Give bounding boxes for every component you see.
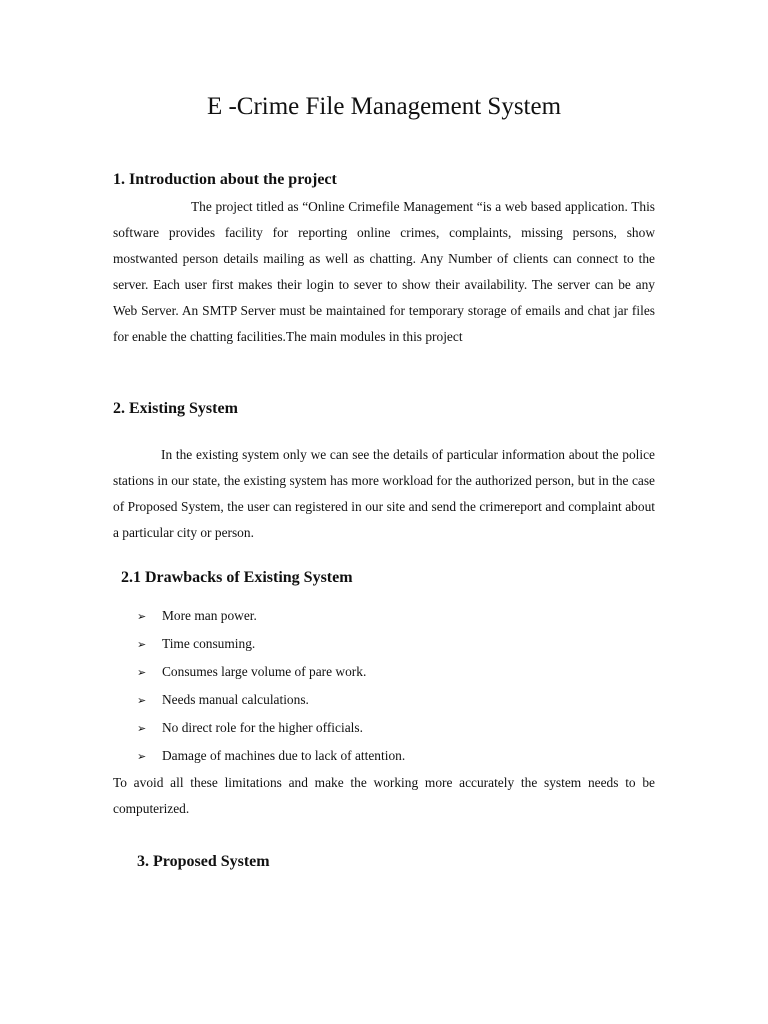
document-title: E -Crime File Management System <box>206 93 562 120</box>
introduction-text: The project titled as “Online Crimefile Management “is a web based application. This software provides facility for reporting online crimes, complaints, missing persons, show mostwanted person details mailing as well as chatting. Any Number of clients can connect to the server. Each user first makes their login to sever to show their availability. The server can be any Web Server. An SMTP Server must be maintained for temporary storage of emails and chat jar files for enable the chatting facilities.The main modules in this project <box>113 199 655 344</box>
introduction-paragraph <box>113 194 655 350</box>
list-item <box>137 602 405 630</box>
existing-system-text: In the existing system only we can see the details of particular information about the police stations in our state, the existing system has more workload for the authorized person, but in the case of Proposed System, the user can registered in our site and send the crimereport and complaint about a particular city or person. <box>113 447 655 540</box>
list-item-text: Needs manual calculations. <box>162 692 309 707</box>
section-heading-introduction: 1. Introduction about the project <box>113 171 337 188</box>
arrow-bullet-icon: ➢ <box>137 666 147 679</box>
list-item <box>137 630 405 658</box>
list-item <box>137 658 405 686</box>
section-heading-drawbacks: 2.1 Drawbacks of Existing System <box>121 569 353 586</box>
list-item-text: Damage of machines due to lack of attention. <box>162 748 406 763</box>
list-item <box>137 742 405 770</box>
section-heading-existing-system: 2. Existing System <box>113 400 238 417</box>
list-item <box>137 686 405 714</box>
drawbacks-list <box>137 602 405 770</box>
arrow-bullet-icon: ➢ <box>137 638 147 651</box>
existing-system-paragraph <box>113 442 655 546</box>
arrow-bullet-icon: ➢ <box>137 722 147 735</box>
list-item <box>137 714 405 742</box>
drawbacks-conclusion: To avoid all these limitations and make the working more accurately the system needs to be computerized. <box>113 775 655 816</box>
list-item-text: No direct role for the higher officials. <box>162 720 363 735</box>
list-item-text: More man power. <box>162 608 257 623</box>
section-heading-proposed-system: 3. Proposed System <box>137 853 270 870</box>
arrow-bullet-icon: ➢ <box>137 694 147 707</box>
list-item-text: Time consuming. <box>162 636 256 651</box>
arrow-bullet-icon: ➢ <box>137 610 147 623</box>
list-item-text: Consumes large volume of pare work. <box>162 664 367 679</box>
arrow-bullet-icon: ➢ <box>137 750 147 763</box>
